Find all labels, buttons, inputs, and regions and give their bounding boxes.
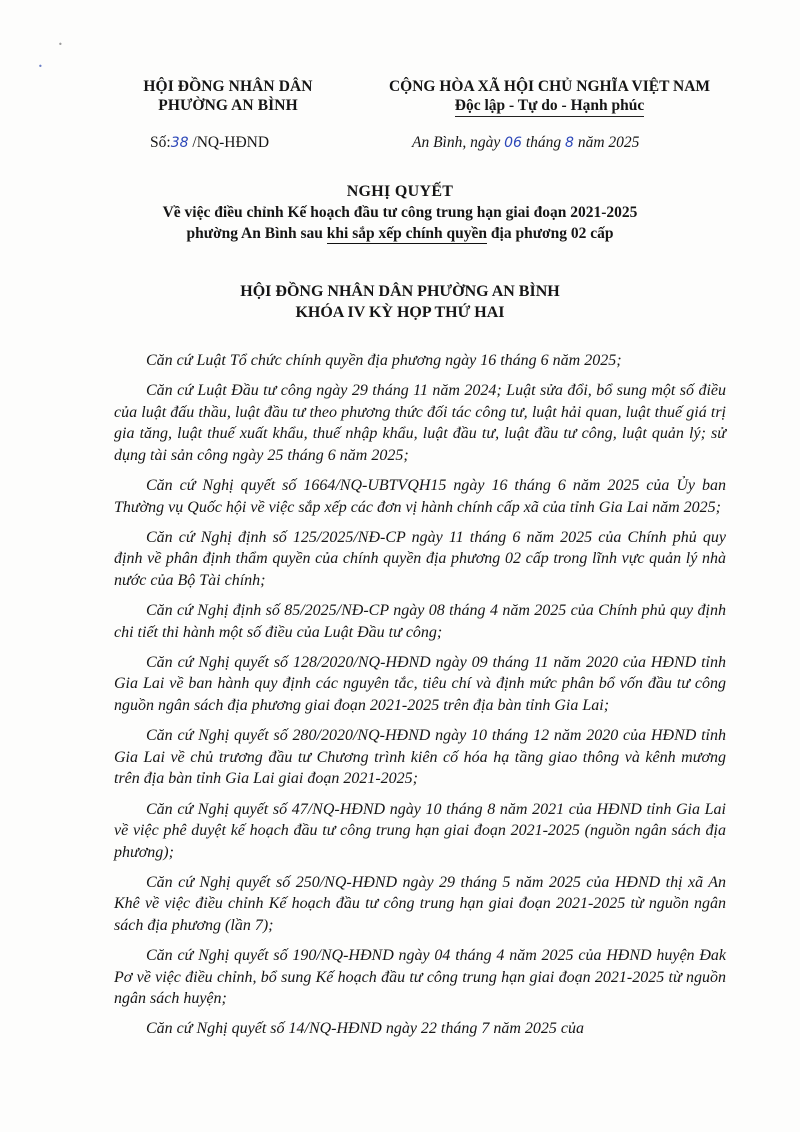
resolution-title [60,181,740,244]
basis-paragraph: Căn cứ Nghị định số 125/2025/NĐ-CP ngày 11 tháng 6 năm 2025 của Chính phủ quy định về phân định thẩm quyền của chính quyền địa phương 02 cấp trong lĩnh vực quản lý nhà nước của Bộ Tài chính; [114,528,726,589]
date-suffix: năm 2025 [573,134,640,151]
title-main: NGHỊ QUYẾT [346,183,454,200]
basis-paragraph: Căn cứ Nghị quyết số 190/NQ-HĐND ngày 04 tháng 4 năm 2025 của HĐND huyện Đak Pơ về việc điều chỉnh, bổ sung Kế hoạch đầu tư công trung hạn giai đoạn 2021-2025 từ nguồn ngân sách huyện; [114,947,726,1008]
document-number [150,134,269,152]
authority-line-1: HỘI ĐỒNG NHÂN DÂN [143,78,313,95]
legal-basis [114,350,726,1049]
council-line-2: KHÓA IV KỲ HỌP THỨ HAI [295,304,505,321]
council-heading [60,281,740,323]
country-name: CỘNG HÒA XÃ HỘI CHỦ NGHĨA VIỆT NAM [388,78,711,95]
authority-line-2: PHƯỜNG AN BÌNH [158,97,298,114]
basis-paragraph: Căn cứ Nghị quyết số 280/2020/NQ-HĐND ngày 10 tháng 12 năm 2020 của HĐND tỉnh Gia Lai về chủ trương đầu tư Chương trình kiên cố hóa hạ tầng giao thông và kênh mương trên địa bàn tỉnh Gia Lai giai đoạn 2021-2025; [114,727,726,788]
number-suffix: /NQ-HĐND [188,134,270,151]
title-line-2-underlined: khi sắp xếp chính quyền [326,225,488,242]
scan-speck: • [38,62,43,71]
handwritten-month: 8 [565,135,574,151]
national-title [352,77,747,117]
council-line-1: HỘI ĐỒNG NHÂN DÂN PHƯỜNG AN BÌNH [240,283,560,300]
national-motto: Độc lập - Tự do - Hạnh phúc [455,96,644,117]
handwritten-day: 06 [504,135,522,151]
basis-paragraph: Căn cứ Luật Tổ chức chính quyền địa phương ngày 16 tháng 6 năm 2025; [146,352,622,369]
date-mid: tháng [521,134,566,151]
issuing-authority [118,77,338,115]
basis-paragraph: Căn cứ Luật Đầu tư công ngày 29 tháng 11 năm 2024; Luật sửa đổi, bổ sung một số điều của luật đấu thầu, luật đầu tư theo phương thức đối tác công tư, luật hải quan, luật thuế giá trị gia tăng, luật thuế xuất khẩu, thuế nhập khẩu, luật đầu tư, luật đầu tư công, luật quản lý; sử dụng tài sản công ngày 25 tháng 6 năm 2025; [114,382,726,464]
document-date [412,134,639,152]
title-line-1: Về việc điều chỉnh Kế hoạch đầu tư công trung hạn giai đoạn 2021-2025 [162,204,638,221]
scan-speck: • [58,40,63,49]
basis-paragraph: Căn cứ Nghị quyết số 47/NQ-HĐND ngày 10 tháng 8 năm 2021 của HĐND tỉnh Gia Lai về việc phê duyệt kế hoạch đầu tư công trung hạn giai đoạn 2021-2025 (nguồn ngân sách địa phương); [114,800,726,861]
basis-paragraph: Căn cứ Nghị quyết số 128/2020/NQ-HĐND ngày 09 tháng 11 năm 2020 của HĐND tỉnh Gia Lai về ban hành quy định các nguyên tắc, tiêu chí và định mức phân bổ vốn đầu tư công nguồn ngân sách địa phương giai đoạn 2021-2025 trên địa bàn tỉnh Gia Lai; [114,653,726,714]
basis-paragraph: Căn cứ Nghị quyết số 1664/NQ-UBTVQH15 ngày 16 tháng 6 năm 2025 của Ủy ban Thường vụ Quốc hội về việc sắp xếp các đơn vị hành chính cấp xã của tỉnh Gia Lai năm 2025; [114,477,726,516]
title-line-2 [60,223,740,244]
basis-paragraph: Căn cứ Nghị định số 85/2025/NĐ-CP ngày 08 tháng 4 năm 2025 của Chính phủ quy định chi tiết thi hành một số điều của Luật Đầu tư công; [114,602,726,641]
title-line-2-start: phường An Bình sau [186,225,327,242]
handwritten-number: 38 [170,135,189,151]
basis-paragraph: Căn cứ Nghị quyết số 250/NQ-HĐND ngày 29 tháng 5 năm 2025 của HĐND thị xã An Khê về việc điều chỉnh Kế hoạch đầu tư công trung hạn giai đoạn 2021-2025 từ nguồn ngân sách địa phương (lần 7); [114,873,726,934]
basis-paragraph: Căn cứ Nghị quyết số 14/NQ-HĐND ngày 22 tháng 7 năm 2025 của [146,1020,585,1038]
date-prefix: An Bình, ngày [412,134,505,151]
title-line-2-end: địa phương 02 cấp [487,225,614,242]
number-prefix: Số: [150,134,171,151]
